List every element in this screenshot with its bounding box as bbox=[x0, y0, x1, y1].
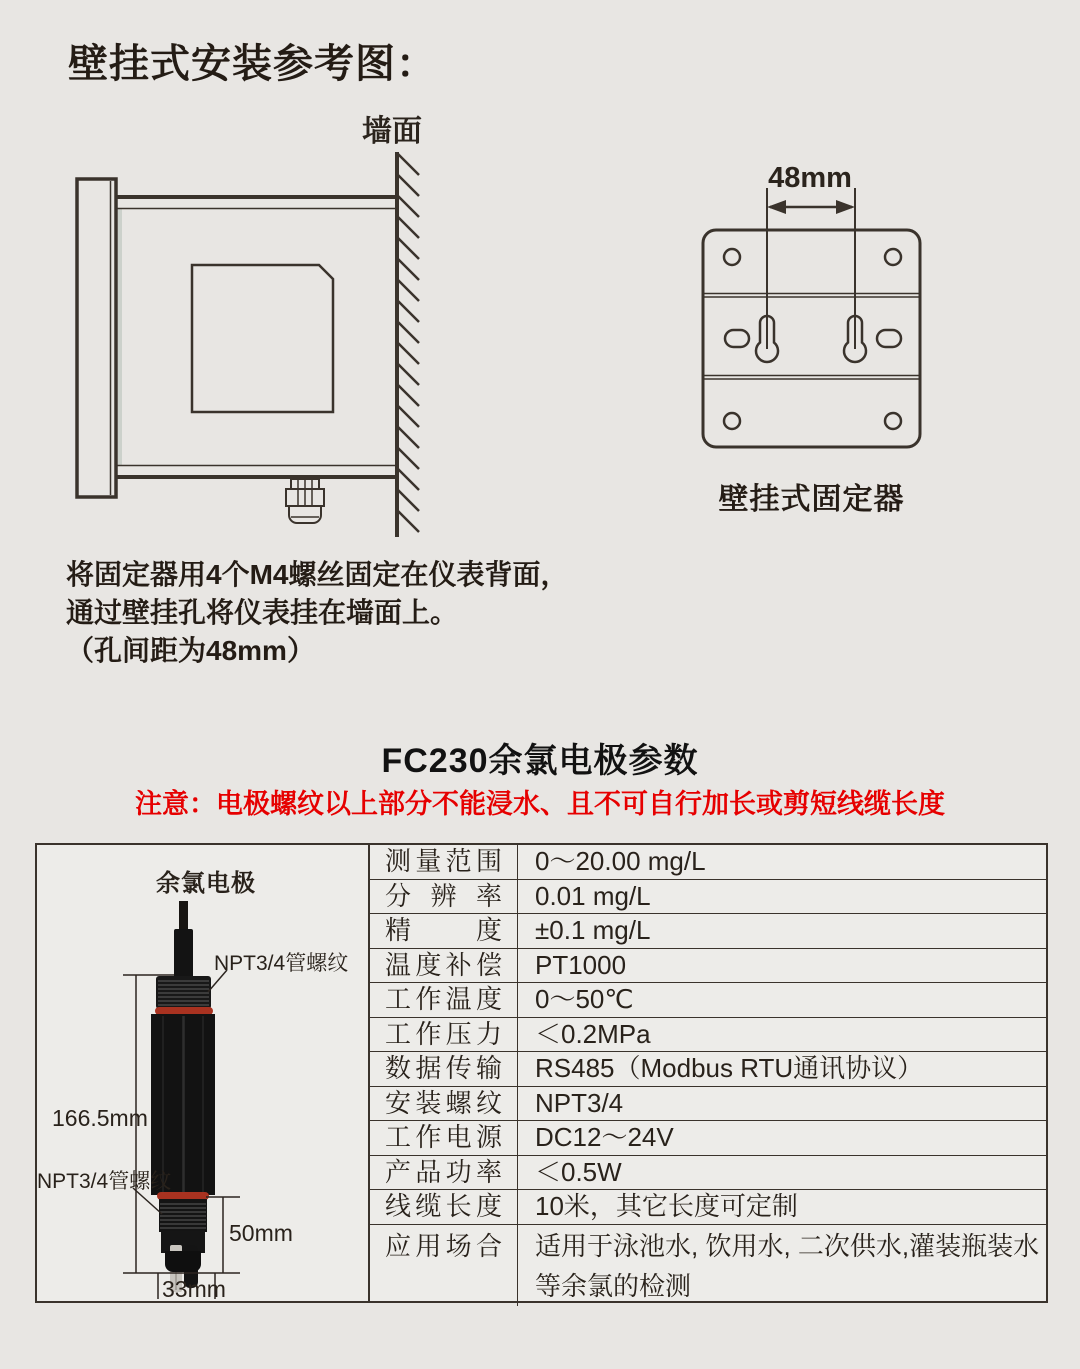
bottom-thread-label: NPT3/4管螺纹 bbox=[37, 1170, 172, 1193]
table-row bbox=[370, 1190, 1046, 1225]
bracket-label: 壁挂式固定器 bbox=[718, 483, 905, 516]
bottom-width-label: 33mm bbox=[162, 1276, 226, 1302]
spec-label: 工作压力 bbox=[370, 1018, 518, 1052]
spec-value: 0～20.00 mg/L bbox=[535, 846, 706, 876]
table-row bbox=[370, 1018, 1046, 1053]
spec-value: NPT3/4 bbox=[535, 1087, 624, 1118]
table-row bbox=[370, 949, 1046, 984]
table-row bbox=[370, 1121, 1046, 1156]
spec-value: DC12～24V bbox=[535, 1122, 674, 1152]
spec-rows bbox=[370, 845, 1046, 1301]
spec-label: 工作温度 bbox=[370, 983, 518, 1017]
spec-label: 线缆长度 bbox=[370, 1190, 518, 1224]
electrode-photo bbox=[151, 901, 215, 1292]
spec-value: 0.01 mg/L bbox=[535, 880, 651, 911]
spec-section-title: FC230余氯电极参数 bbox=[381, 742, 699, 780]
spec-value: RS485（Modbus RTU通讯协议） bbox=[535, 1053, 924, 1083]
spec-value: ＜0.2MPa bbox=[535, 1018, 651, 1049]
spec-label: 精度 bbox=[370, 914, 518, 948]
lower-length-label: 50mm bbox=[229, 1220, 293, 1246]
table-row bbox=[370, 1052, 1046, 1087]
spec-value: ±0.1 mg/L bbox=[535, 915, 651, 945]
spec-value: PT1000 bbox=[535, 949, 627, 980]
table-row bbox=[370, 983, 1046, 1018]
wall-hatching bbox=[397, 152, 419, 537]
table-row bbox=[370, 1156, 1046, 1191]
instruction-line: 将固定器用4个M4螺丝固定在仪表背面， bbox=[66, 559, 569, 590]
spec-value: 0～50℃ bbox=[535, 984, 634, 1014]
electrode-title: 余氯电极 bbox=[156, 870, 256, 897]
spec-label: 测量范围 bbox=[370, 845, 518, 879]
table-row bbox=[370, 845, 1046, 880]
spec-label: 分辨率 bbox=[370, 880, 518, 914]
instrument-side-view bbox=[77, 179, 397, 523]
spec-label: 产品功率 bbox=[370, 1156, 518, 1190]
instruction-line: 通过壁挂孔将仪表挂在墙面上。 bbox=[66, 597, 459, 628]
wall-label: 墙面 bbox=[362, 115, 422, 148]
spec-value: 10米，其它长度可定制 bbox=[535, 1191, 798, 1221]
table-row bbox=[370, 880, 1046, 915]
table-row bbox=[370, 1087, 1046, 1122]
spec-label: 数据传输 bbox=[370, 1052, 518, 1086]
spec-label: 温度补偿 bbox=[370, 949, 518, 983]
bracket-front-view bbox=[703, 230, 920, 447]
mounting-instructions bbox=[66, 556, 626, 670]
spec-warning: 注意：电极螺纹以上部分不能浸水、且不可自行加长或剪短线缆长度 bbox=[135, 789, 945, 819]
spec-label: 工作电源 bbox=[370, 1121, 518, 1155]
hole-spacing-label: 48mm bbox=[768, 162, 852, 194]
page-title: 壁挂式安装参考图： bbox=[68, 42, 437, 86]
spec-label: 安装螺纹 bbox=[370, 1087, 518, 1121]
spec-label: 应用场合 bbox=[370, 1225, 518, 1306]
table-row bbox=[370, 914, 1046, 949]
table-row bbox=[370, 1225, 1046, 1306]
top-thread-label: NPT3/4管螺纹 bbox=[214, 952, 349, 975]
spec-value: 适用于泳池水, 饮用水, 二次供水,灌装瓶装水等余氯的检测 bbox=[535, 1230, 1040, 1301]
instruction-line: （孔间距为48mm） bbox=[66, 635, 315, 666]
electrode-figure-svg bbox=[35, 843, 370, 1303]
spec-value: ＜0.5W bbox=[535, 1156, 622, 1187]
total-length-label: 166.5mm bbox=[52, 1105, 148, 1131]
hole-spacing-dimension bbox=[767, 188, 855, 349]
